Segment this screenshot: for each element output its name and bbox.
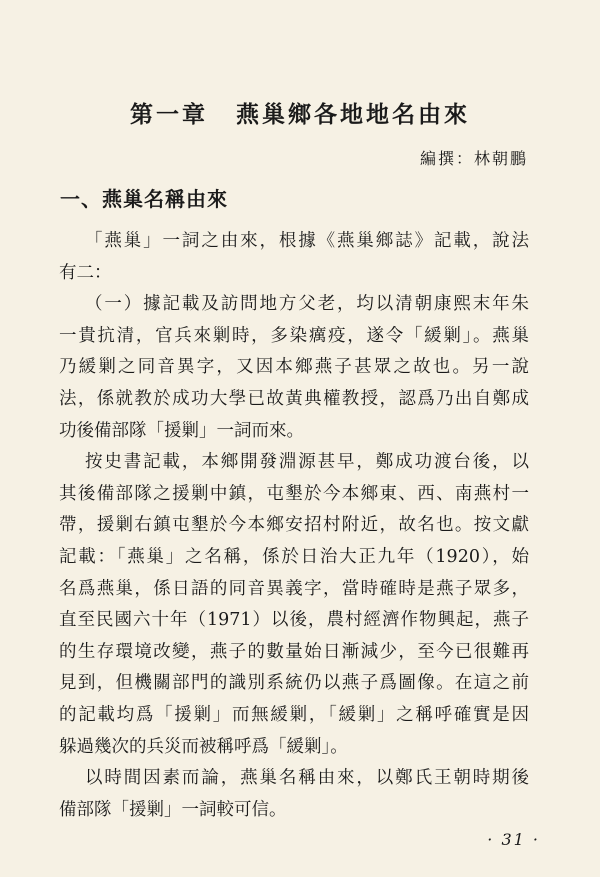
section-heading: 一、燕巢名稱由來	[60, 187, 228, 211]
text-line: 備部隊「援剿」一詞較可信。	[59, 799, 287, 820]
text-line: 的記載均爲「援剿」而無緩剿，「緩剿」之稱呼確實是因	[59, 704, 529, 725]
paragraph	[59, 226, 529, 289]
text-line: 直至民國六十年（1971）以後，農村經濟作物興起，燕子	[59, 610, 529, 631]
text-line: 的生存環境改變，燕子的數量始日漸減少，至今已很難再	[59, 641, 529, 662]
author-credit: 編撰：林朝鵬	[419, 149, 528, 168]
text-line: 「燕巢」一詞之由來，根據《燕巢鄉誌》記載，說法	[85, 231, 529, 251]
text-line: 一貴抗清，官兵來剿時，多染癘疫，遂令「緩剿」。燕巢	[59, 325, 529, 346]
text-line: 按史書記載，本鄉開發淵源甚早，鄭成功渡台後，以	[85, 452, 529, 473]
paragraph	[59, 763, 529, 826]
text-line: 名爲燕巢，係日語的同音異義字，當時確時是燕子眾多，	[59, 578, 529, 599]
text-line: 乃緩剿之同音異字，又因本鄉燕子甚眾之故也。另一說	[59, 357, 529, 378]
chapter-name: 燕巢鄉各地地名由來	[236, 101, 470, 128]
text-line: 帶，援剿右鎮屯墾於今本鄉安招村附近，故名也。按文獻	[59, 515, 529, 536]
chapter-label: 第一章	[130, 101, 208, 128]
text-line: 法，係就教於成功大學已故黃典權教授，認爲乃出自鄭成	[59, 388, 529, 409]
text-line: 其後備部隊之援剿中鎮，屯墾於今本鄉東、西、南燕村一	[59, 483, 529, 504]
chapter-title	[0, 96, 600, 129]
body-text	[59, 226, 529, 826]
paragraph	[59, 289, 529, 447]
text-line: 以時間因素而論，燕巢名稱由來，以鄭氏王朝時期後	[85, 768, 529, 789]
text-line: 躲過幾次的兵災而被稱呼爲「緩剿」。	[59, 736, 348, 757]
text-line: （一）據記載及訪問地方父老，均以清朝康熙末年朱	[85, 294, 529, 315]
text-line: 功後備部隊「援剿」一詞而來。	[59, 420, 304, 441]
text-line: 記載：「燕巢」之名稱，係於日治大正九年（1920），始	[59, 546, 529, 567]
paragraph	[59, 447, 529, 763]
text-line: 有二：	[59, 262, 112, 283]
text-line: 見到，但機關部門的識別系統仍以燕子爲圖像。在這之前	[59, 673, 529, 694]
page-number: · 31 ·	[487, 830, 540, 849]
